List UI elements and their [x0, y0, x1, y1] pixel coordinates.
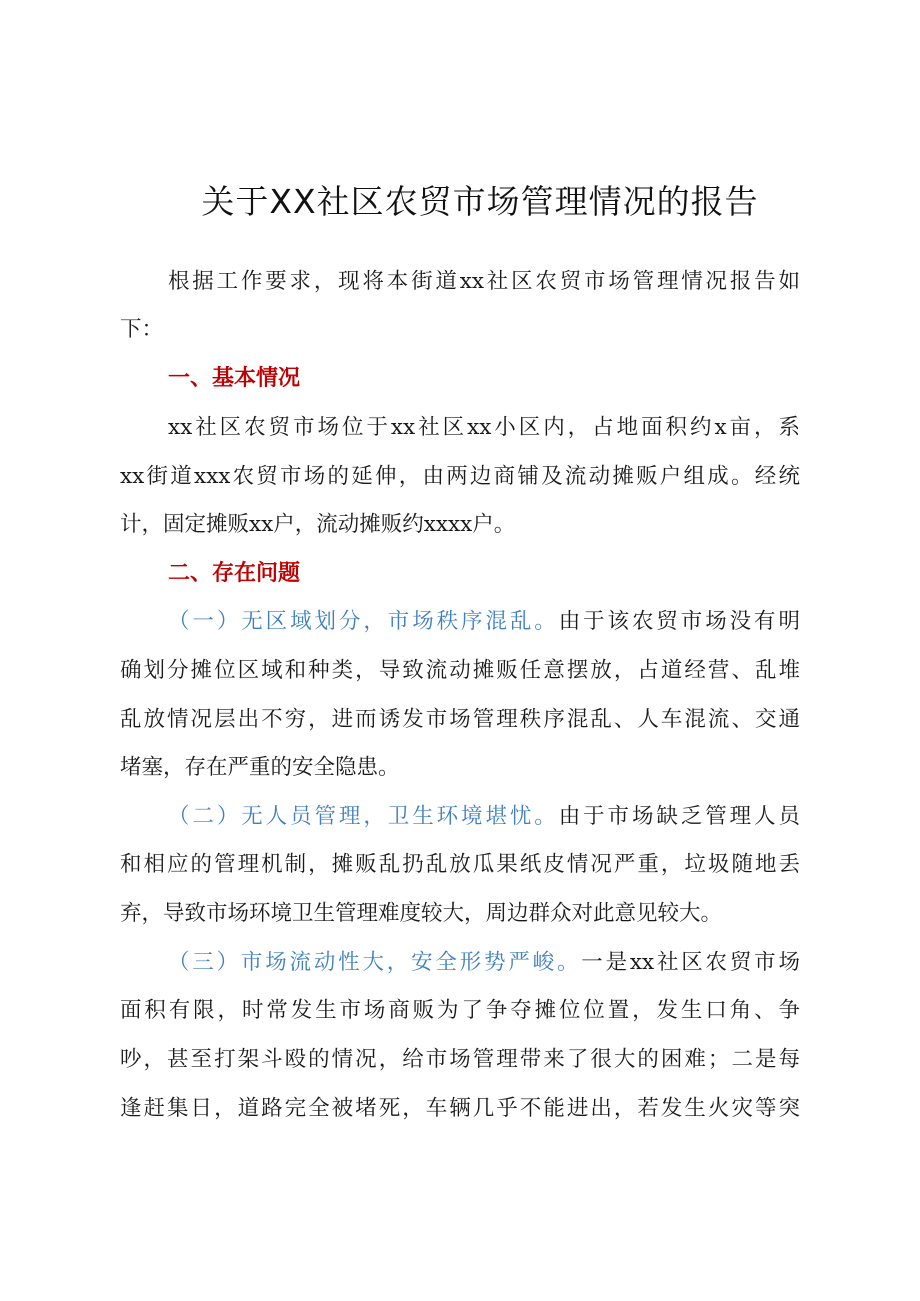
section-1-line-2: xx街道xxx农贸市场的延伸，由两边商铺及流动摊贩户组成。经统	[120, 464, 800, 489]
section-1-line-1: xx社区农贸市场位于xx社区xx小区内，占地面积约x亩，系	[168, 415, 800, 440]
item-2-line-3: 弃，导致市场环境卫生管理难度较大，周边群众对此意见较大。	[120, 901, 723, 926]
document-title: 关于XX社区农贸市场管理情况的报告	[201, 182, 759, 221]
item-1-subtitle: （一）无区域划分，市场秩序混乱。	[168, 609, 559, 634]
item-1-line-4: 堵塞，存在严重的安全隐患。	[120, 755, 400, 780]
section-1-heading: 一、基本情况	[168, 366, 301, 391]
section-2-heading: 二、存在问题	[168, 561, 301, 586]
item-1-line-1-text: 由于该农贸市场没有明	[558, 609, 800, 634]
item-3-line-4: 逢赶集日，道路完全被堵死，车辆几乎不能进出，若发生火灾等突	[120, 1096, 800, 1121]
item-3-subtitle: （三）市场流动性大，安全形势严峻。	[168, 950, 582, 975]
item-2-line-2: 和相应的管理机制，摊贩乱扔乱放瓜果纸皮情况严重，垃圾随地丢	[120, 852, 800, 877]
section-1-line-3: 计，固定摊贩xx户，流动摊贩约xxxx户。	[120, 512, 516, 537]
intro-line-1: 根据工作要求，现将本街道xx社区农贸市场管理情况报告如	[168, 269, 800, 294]
item-1-line-1	[168, 606, 800, 638]
item-3-line-2: 面积有限，时常发生市场商贩为了争夺摊位位置，发生口角、争	[120, 998, 800, 1023]
item-1-line-2: 确划分摊位区域和种类，导致流动摊贩任意摆放，占道经营、乱堆	[120, 658, 800, 683]
item-1-line-3: 乱放情况层出不穷，进而诱发市场管理秩序混乱、人车混流、交通	[120, 707, 800, 732]
intro-line-2: 下：	[120, 317, 164, 342]
item-2-subtitle: （二）无人员管理，卫生环境堪忧。	[168, 804, 559, 829]
item-3-line-3: 吵，甚至打架斗殴的情况，给市场管理带来了很大的困难；二是每	[120, 1047, 800, 1072]
item-3-line-1-text: 一是xx社区农贸市场	[581, 950, 800, 975]
item-3-line-1	[168, 947, 800, 979]
item-2-line-1	[168, 801, 800, 833]
item-2-line-1-text: 由于市场缺乏管理人员	[558, 804, 800, 829]
